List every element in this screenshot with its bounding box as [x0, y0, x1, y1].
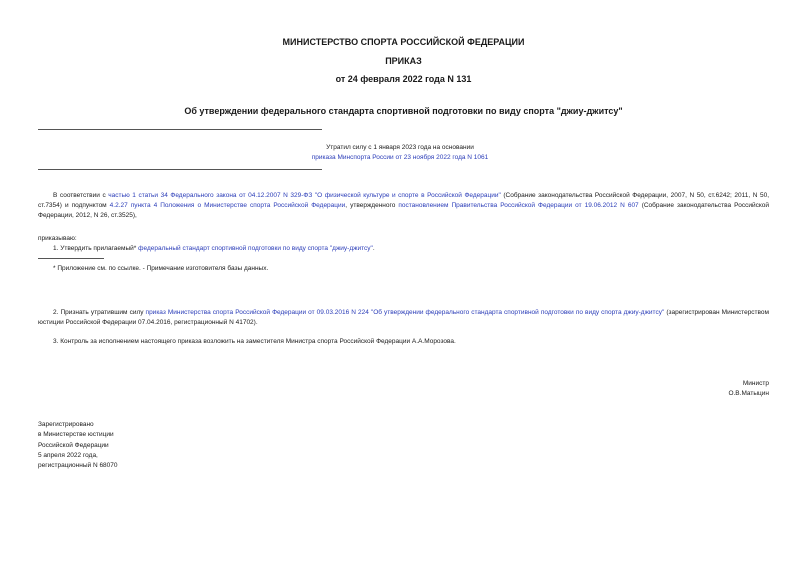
item-1-end: .	[372, 245, 375, 252]
subject-heading: Об утверждении федерального стандарта спортивной подготовки по виду спорта "джиу-джитсу"	[184, 106, 623, 116]
divider-bottom	[38, 169, 322, 170]
registration-line-3: Российской Федерации	[38, 441, 109, 449]
validity-note-text: Утратил силу с 1 января 2023 года на основании	[326, 144, 474, 151]
preamble-paragraph	[38, 191, 769, 221]
date-number-heading: от 24 февраля 2022 года N 131	[335, 74, 472, 84]
item-2-end: (зарегистрирован Министерством юстиции Российской Федерации 07.04.2016, регистрационный N 41702).	[38, 309, 769, 326]
item-2	[38, 308, 769, 328]
law-link[interactable]: частью 1 статьи 34 Федерального закона от 04.12.2007 N 329-ФЗ "О физической культуре и спорте в Российской Федерации"	[108, 192, 501, 199]
footnote-separator	[38, 258, 104, 259]
ministry-heading: МИНИСТЕРСТВО СПОРТА РОССИЙСКОЙ ФЕДЕРАЦИИ	[282, 37, 525, 47]
item-1-text: 1. Утвердить прилагаемый*	[53, 245, 139, 252]
item-1	[53, 244, 375, 254]
divider-top	[38, 129, 322, 130]
preamble-text-3: , утвержденного	[345, 202, 399, 209]
item-3: 3. Контроль за исполнением настоящего приказа возложить на заместителя Министра спорта Российской Федерации А.А.Морозова.	[53, 338, 456, 345]
registration-line-2: в Министерстве юстиции	[38, 431, 114, 439]
registration-line-5: регистрационный N 68070	[38, 462, 118, 470]
registration-line-1: Зарегистрировано	[38, 421, 94, 428]
signature-position: Министр	[742, 380, 769, 387]
registration-block	[38, 420, 118, 471]
footnote-text: * Приложение см. по ссылке. - Примечание изготовителя базы данных.	[53, 265, 269, 272]
preamble-text-1: В соответствии с	[53, 192, 109, 199]
repealed-order-link[interactable]: приказ Министерства спорта Российской Федерации от 09.03.2016 N 224 "Об утверждении федерального стандарта спортивной подготовки по виду спорта джиу-джитсу"	[145, 309, 665, 316]
regulation-link[interactable]: 4.2.27 пункта 4 Положения о Министерстве спорта Российской Федерации	[109, 202, 346, 209]
decree-link[interactable]: постановлением Правительства Российской Федерации от 19.06.2012 N 607	[398, 202, 639, 209]
order-word: приказываю:	[38, 235, 77, 242]
validity-note-link[interactable]: приказа Минспорта России от 23 ноября 2022 года N 1061	[311, 154, 489, 161]
preamble-text-4: (Собрание законодательства Российской Федерации, 2012, N 26, ст.3525),	[38, 202, 769, 219]
preamble-text-2: (Собрание законодательства Российской Федерации, 2007, N 50, ст.6242; 2011, N 50, ст.7354) и подпунктом	[38, 192, 770, 209]
registration-line-4: 5 апреля 2022 года,	[38, 451, 98, 459]
standard-link[interactable]: федеральный стандарт спортивной подготовки по виду спорта "джиу-джитсу"	[138, 245, 373, 252]
item-2-text: 2. Признать утратившим силу	[53, 309, 146, 316]
signature-name: О.В.Матыцин	[728, 390, 769, 397]
doc-type-heading: ПРИКАЗ	[385, 56, 422, 66]
